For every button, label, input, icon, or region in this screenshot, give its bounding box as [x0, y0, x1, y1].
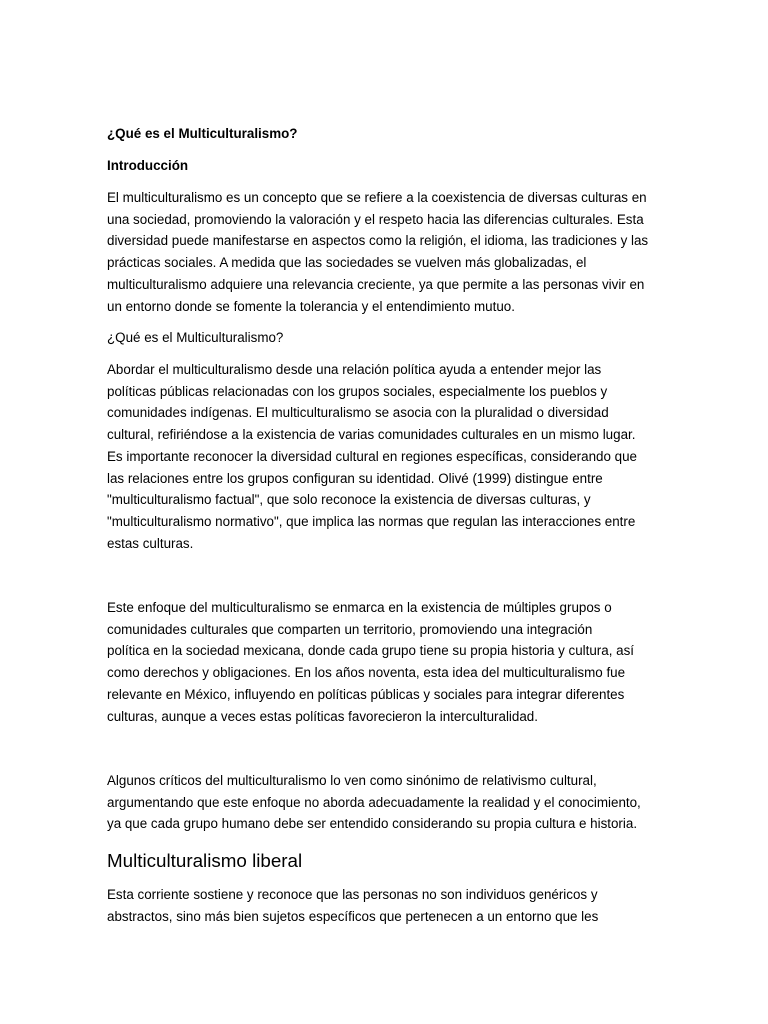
- paragraph-line: ya que cada grupo humano debe ser entendido considerando su propia cultura e historia.: [107, 816, 638, 832]
- paragraph-line: El multiculturalismo es un concepto que se refiere a la coexistencia de diversas culturas en: [107, 190, 647, 205]
- paragraph-line: abstractos, sino más bien sujetos específicos que pertenecen a un entorno que les: [107, 908, 599, 924]
- paragraph-line: Es importante reconocer la diversidad cultural en regiones específicas, considerando que: [107, 448, 637, 464]
- paragraph-political-relation: [107, 359, 637, 554]
- paragraph-line: comunidades culturales que comparten un territorio, promoviendo una integración: [107, 621, 593, 637]
- subheading: ¿Qué es el Multiculturalismo?: [107, 330, 284, 345]
- paragraph-critics: [107, 770, 641, 835]
- paragraph-line: políticas públicas relacionadas con los grupos sociales, especialmente los pueblos y: [107, 383, 608, 399]
- paragraph-line: las relaciones entre los grupos configuran su identidad. Olivé (1999) distingue entre: [107, 470, 603, 486]
- paragraph-line: argumentando que este enfoque no aborda adecuadamente la realidad y el conocimiento,: [107, 794, 641, 810]
- paragraph-mexican-context: [107, 597, 634, 727]
- paragraph-line: multiculturalismo adquiere una relevancia creciente, ya que permite a las personas vivir en: [107, 276, 645, 292]
- intro-paragraph: [107, 187, 648, 317]
- paragraph-line: como derechos y obligaciones. En los años noventa, esta idea del multiculturalismo fue: [107, 665, 626, 681]
- paragraph-line: "multiculturalismo factual", que solo reconoce la existencia de diversas culturas, y: [107, 492, 591, 508]
- paragraph-liberal: [107, 884, 598, 927]
- paragraph-line: Abordar el multiculturalismo desde una relación política ayuda a entender mejor las: [107, 362, 602, 377]
- paragraph-line: una sociedad, promoviendo la valoración y el respeto hacia las diferencias culturales. Esta: [107, 211, 644, 227]
- paragraph-line: "multiculturalismo normativo", que implica las normas que regulan las interacciones entre: [107, 513, 636, 529]
- paragraph-line: un entorno donde se fomente la tolerancia y el entendimiento mutuo.: [107, 298, 515, 314]
- paragraph-line: prácticas sociales. A medida que las sociedades se vuelven más globalizadas, el: [107, 255, 587, 271]
- paragraph-line: política en la sociedad mexicana, donde cada grupo tiene su propia historia y cultura, así: [107, 643, 635, 659]
- paragraph-line: comunidades indígenas. El multiculturalismo se asocia con la pluralidad o diversidad: [107, 405, 609, 421]
- paragraph-line: culturas, aunque a veces estas políticas favorecieron la interculturalidad.: [107, 708, 538, 724]
- paragraph-line: estas culturas.: [107, 535, 194, 551]
- paragraph-line: Algunos críticos del multiculturalismo lo ven como sinónimo de relativismo cultural,: [107, 773, 597, 788]
- paragraph-line: relevante en México, influyendo en políticas públicas y sociales para integrar diferentes: [107, 686, 625, 702]
- document-title: ¿Qué es el Multiculturalismo?: [107, 126, 298, 141]
- paragraph-line: Este enfoque del multiculturalismo se enmarca en la existencia de múltiples grupos o: [107, 600, 612, 615]
- section-heading-liberal: Multiculturalismo liberal: [107, 850, 303, 871]
- paragraph-line: Esta corriente sostiene y reconoce que las personas no son individuos genéricos y: [107, 887, 598, 902]
- intro-heading: Introducción: [107, 158, 189, 173]
- paragraph-line: diversidad puede manifestarse en aspectos como la religión, el idioma, las tradiciones y las: [107, 233, 649, 249]
- paragraph-line: cultural, refiriéndose a la existencia de varias comunidades culturales en un mismo lugar.: [107, 427, 636, 443]
